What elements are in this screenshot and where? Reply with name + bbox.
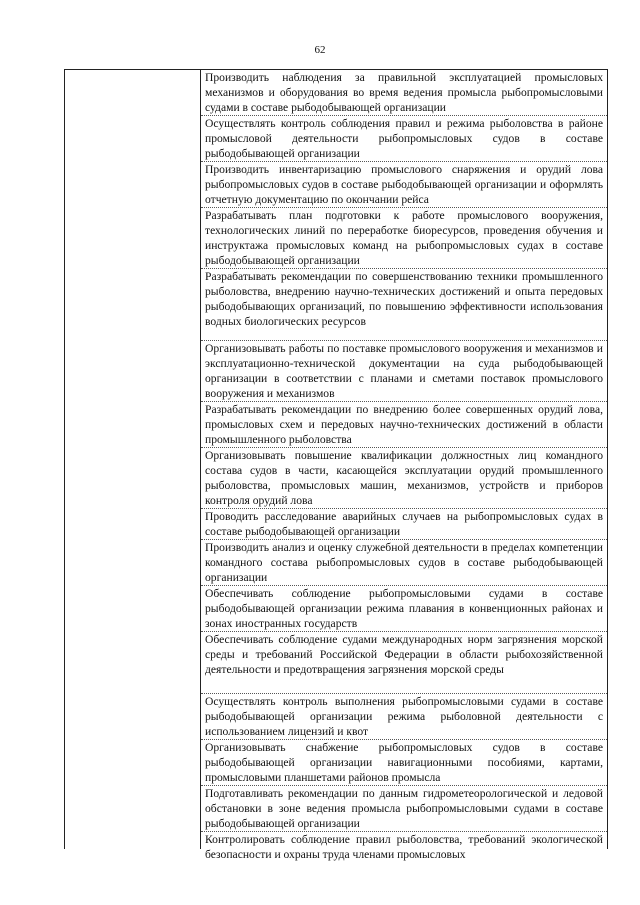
table-row: Производить наблюдения за правильной эксплуатацией промысловых механизмов и оборудования во время ведения промысла рыбопромысловыми судами в составе рыбодобывающей организации bbox=[201, 70, 607, 116]
table-row: Разрабатывать план подготовки к работе промыслового вооружения, технологических линий по переработке биоресурсов, проведения обучения и инструктажа промысловых команд на рыбопромысловых судах в составе рыбодобывающей организации bbox=[201, 208, 607, 269]
table-row: Осуществлять контроль соблюдения правил и режима рыболовства в районе промысловой деятельности рыбопромысловых судов в составе рыбодобывающей организации bbox=[201, 116, 607, 162]
table-right-column bbox=[201, 70, 607, 864]
page-number: 62 bbox=[314, 44, 326, 56]
table-row: Контролировать соблюдение правил рыболовства, требований экологической безопасности и охраны труда членами промысловых bbox=[205, 833, 603, 861]
functions-table bbox=[64, 69, 608, 861]
table-row: Разрабатывать рекомендации по внедрению более совершенных орудий лова, промысловых схем и передовых научно-технических достижений в области промышленного рыболовства bbox=[201, 402, 607, 448]
table-row: Организовывать работы по поставке промыслового вооружения и механизмов и эксплуатационно-технической документации на суда рыбодобывающей организации в соответствии с планами и сметами поставок промыслового вооружения и механизмов bbox=[201, 341, 607, 402]
table-row: Осуществлять контроль выполнения рыбопромысловыми судами в составе рыбодобывающей организации режима рыболовной деятельности с использованием лицензий и квот bbox=[201, 694, 607, 740]
table-row: Производить инвентаризацию промыслового снаряжения и орудий лова рыбопромысловых судов в составе рыбодобывающей организации и оформлять отчетную документацию по окончании рейса bbox=[201, 162, 607, 208]
table-row: Подготавливать рекомендации по данным гидрометеорологической и ледовой обстановки в зоне ведения промысла рыбопромысловыми судами в составе рыбодобывающей организации bbox=[201, 786, 607, 832]
table-row: Проводить расследование аварийных случаев на рыбопромысловых судах в составе рыбодобывающей организации bbox=[201, 509, 607, 540]
table-row: Разрабатывать рекомендации по совершенствованию техники промышленного рыболовства, внедрению научно-технических достижений и опыта передовых рыбодобывающих организаций, по повышению эффективности использования водных биологических ресурсов bbox=[201, 269, 607, 341]
table-row: Организовывать повышение квалификации должностных лиц командного состава судов в части, касающейся эксплуатации орудий промышленного рыболовства, промысловых машин, механизмов, устройств и приборов контроля орудий лова bbox=[201, 448, 607, 509]
table-row: Организовывать снабжение рыбопромысловых судов в составе рыбодобывающей организации навигационными пособиями, картами, промысловыми планшетами районов промысла bbox=[201, 740, 607, 786]
table-row: Обеспечивать соблюдение рыбопромысловыми судами в составе рыбодобывающей организации режима плавания в конвенционных районах и зонах иностранных государств bbox=[201, 586, 607, 632]
table-row: Производить анализ и оценку служебной деятельности в пределах компетенции командного состава рыбопромысловых судов в составе рыбодобывающей организации bbox=[201, 540, 607, 586]
table-left-column bbox=[65, 70, 201, 849]
table-row: Обеспечивать соблюдение судами международных норм загрязнения морской среды и требований Российской Федерации в области рыбохозяйственной деятельности и предотвращения загрязнения морской среды bbox=[201, 632, 607, 694]
